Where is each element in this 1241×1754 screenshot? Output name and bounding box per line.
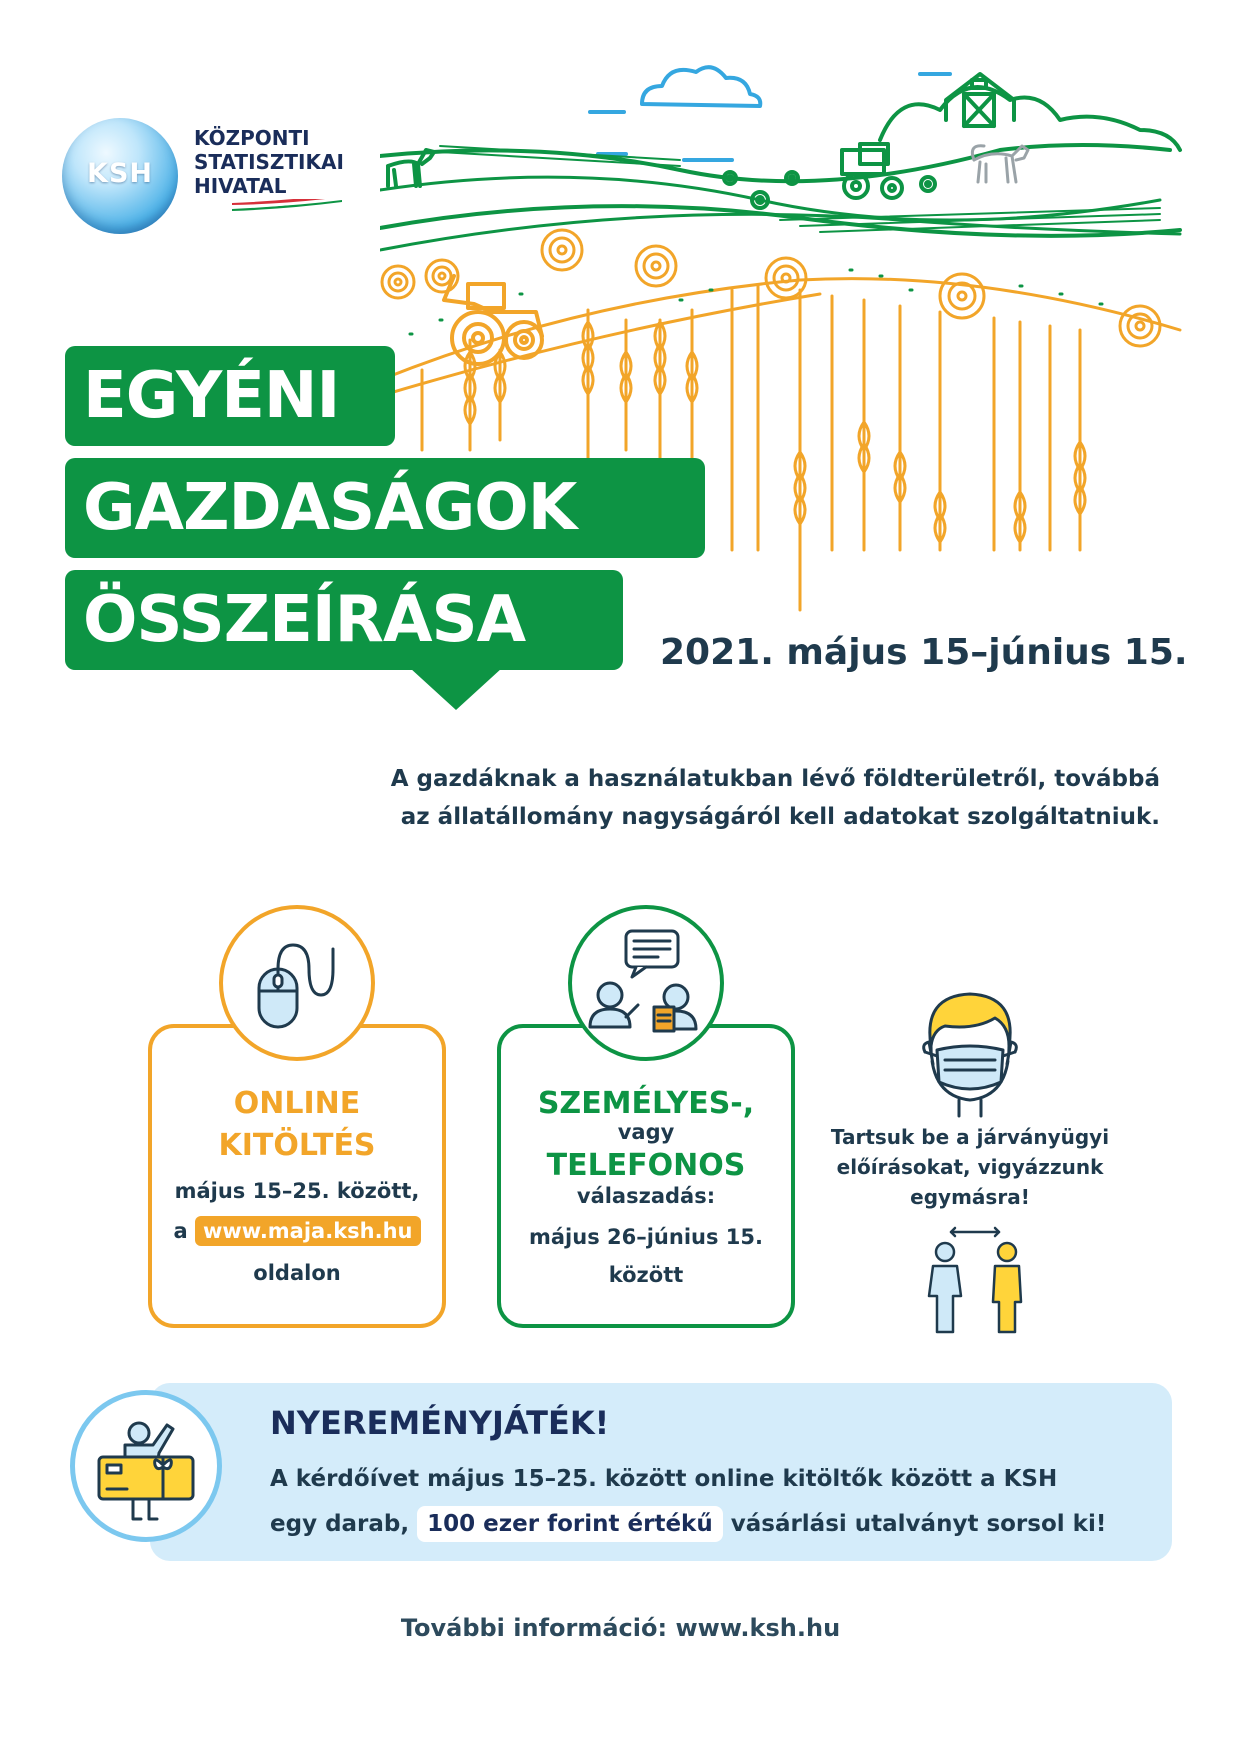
online-url-link[interactable]: www.maja.ksh.hu (195, 1216, 421, 1246)
online-page-label: oldalon (253, 1261, 341, 1285)
title-line-3: ÖSSZEÍRÁSA (65, 570, 623, 670)
personal-period: május 26–június 15. (529, 1225, 763, 1249)
personal-answer: válaszadás: (576, 1184, 716, 1208)
wheat-stalks (422, 286, 1080, 610)
prize-highlight: 100 ezer forint értékű (417, 1506, 723, 1542)
prize-line-2-end: vásárlási utalványt sorsol ki! (730, 1511, 1107, 1537)
online-head-1: ONLINE (233, 1086, 361, 1121)
intro-line-1: A gazdáknak a használatukban lévő földterületről, továbbá (390, 766, 1160, 792)
safety-line-1: Tartsuk be a járványügyi (830, 1125, 1110, 1149)
online-url-prefix: a (173, 1219, 188, 1243)
online-period: május 15–25. között, (174, 1179, 420, 1203)
safety-message (820, 1122, 1120, 1212)
face-mask-icon (915, 986, 1025, 1122)
logo-line-1: KÖZPONTI (194, 126, 310, 150)
personal-conj: vagy (617, 1120, 675, 1144)
footer-info: További információ: www.ksh.hu (400, 1614, 841, 1642)
barn-icon (946, 74, 1014, 126)
gift-voucher-icon (75, 1395, 217, 1537)
personal-head-2: TELEFONOS (546, 1148, 746, 1183)
title-line-2: GAZDASÁGOK (65, 458, 705, 558)
online-url-line (152, 1212, 442, 1250)
prize-line-2 (270, 1506, 1106, 1542)
logo-line-2: STATISZTIKAI (194, 150, 344, 174)
social-distance-icon (915, 1226, 1035, 1338)
intro-text (300, 760, 1160, 836)
interview-people-icon (572, 909, 720, 1057)
prize-line-1: A kérdőívet május 15–25. között online kitöltők között a KSH (270, 1466, 1058, 1492)
survey-date: 2021. május 15–június 15. (660, 632, 1188, 673)
computer-mouse-icon (223, 909, 371, 1057)
logo-line-3: HIVATAL (194, 174, 287, 198)
intro-line-2: az állatállomány nagyságáról kell adatokat szolgáltatniuk. (400, 804, 1160, 830)
online-icon-circle (219, 905, 375, 1061)
online-card (148, 1024, 446, 1328)
small-tractor-icon (842, 144, 902, 198)
prize-line-2-start: egy darab, (270, 1511, 410, 1537)
personal-icon-circle (568, 905, 724, 1061)
online-head-2: KITÖLTÉS (218, 1128, 376, 1163)
hungarian-flag-swoosh (232, 199, 342, 211)
personal-between: között (608, 1263, 684, 1287)
safety-line-3: egymásra! (910, 1185, 1030, 1209)
ksh-logo-abbr: KSH (87, 158, 153, 189)
prize-icon-circle (70, 1390, 222, 1542)
personal-card (497, 1024, 795, 1328)
hay-bales (382, 230, 1160, 346)
title-line-1: EGYÉNI (65, 346, 395, 446)
prize-title: NYEREMÉNYJÁTÉK! (270, 1404, 610, 1442)
ksh-logo (62, 118, 362, 238)
safety-line-2: előírásokat, vigyázzunk (836, 1155, 1104, 1179)
title-pointer-triangle (410, 668, 502, 710)
personal-head-1: SZEMÉLYES-, (537, 1086, 755, 1121)
